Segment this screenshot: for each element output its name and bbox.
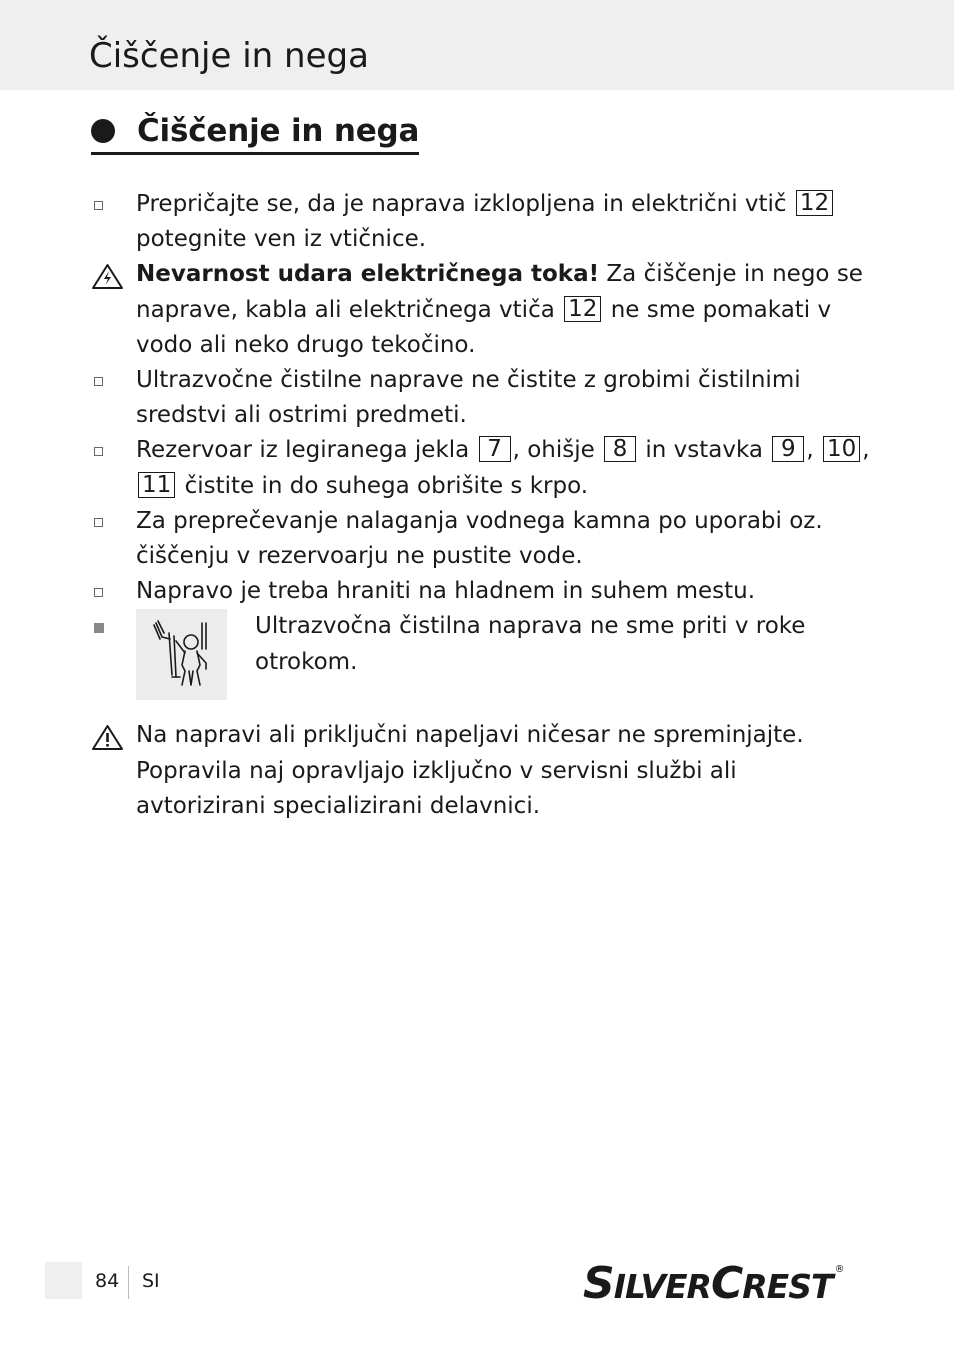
checkbox-bullet-icon: [94, 201, 103, 210]
brand-logo: SILVERCREST ®: [583, 1258, 844, 1309]
list-item: Rezervoar iz legiranega jekla 7 , ohišje 8 in vstavka 9 , 10 , 11 čistite in do suhega obrišite s krpo.: [91, 433, 871, 503]
content: [91, 187, 871, 824]
footer-box: [45, 1262, 82, 1299]
language-code: SI: [142, 1270, 160, 1292]
checkbox-bullet-icon: [94, 518, 103, 527]
list-item: Ultrazvočne čistilne naprave ne čistite z grobimi čistilnimi sredstvi ali ostrimi predmeti.: [91, 363, 871, 433]
child-warning-text: Ultrazvočna čistilna naprava ne sme priti v roke otrokom.: [255, 613, 806, 675]
section-heading-text: Čiščenje in nega: [137, 113, 420, 149]
warning-item: Nevarnost udara električnega toka! Za čiščenje in nego se naprave, kabla ali električnega vtiča 12 ne sme pomakati v vodo ali neko drugo tekočino.: [91, 257, 871, 363]
page-number: 84: [95, 1270, 120, 1292]
list-item: Za preprečevanje nalaganja vodnega kamna po uporabi oz. čiščenju v rezervoarju ne pustite vode.: [91, 504, 871, 574]
filled-bullet-icon: [94, 623, 104, 633]
ref-badge: 9: [772, 436, 804, 462]
warning-triangle-icon: [91, 263, 124, 290]
list-item: [91, 609, 871, 700]
list-item: Napravo je treba hraniti na hladnem in suhem mestu.: [91, 574, 871, 609]
ref-badge: 11: [138, 472, 175, 498]
ref-badge: 8: [604, 436, 636, 462]
section-heading: [91, 112, 419, 155]
checkbox-bullet-icon: [94, 588, 103, 597]
list-item: Prepričajte se, da je naprava izklopljena in električni vtič 12 potegnite ven iz vtičnice.: [91, 187, 871, 257]
footer-divider: [128, 1266, 129, 1299]
warning-item: Na napravi ali priključni napeljavi ničesar ne spreminjajte. Popravila naj opravljajo izključno v servisni službi ali avtorizirani specializirani delavnici.: [91, 718, 871, 824]
section-dot-icon: [91, 119, 115, 143]
ref-badge: 10: [823, 436, 860, 462]
warning-triangle-icon: [91, 724, 124, 751]
checkbox-bullet-icon: [94, 377, 103, 386]
ref-badge: 12: [564, 296, 601, 322]
child-safety-icon: [136, 609, 227, 700]
ref-badge: 7: [479, 436, 511, 462]
page-title: Čiščenje in nega: [89, 36, 369, 76]
ref-badge: 12: [796, 190, 833, 216]
checkbox-bullet-icon: [94, 447, 103, 456]
warning-label: Nevarnost udara električnega toka!: [136, 261, 600, 288]
